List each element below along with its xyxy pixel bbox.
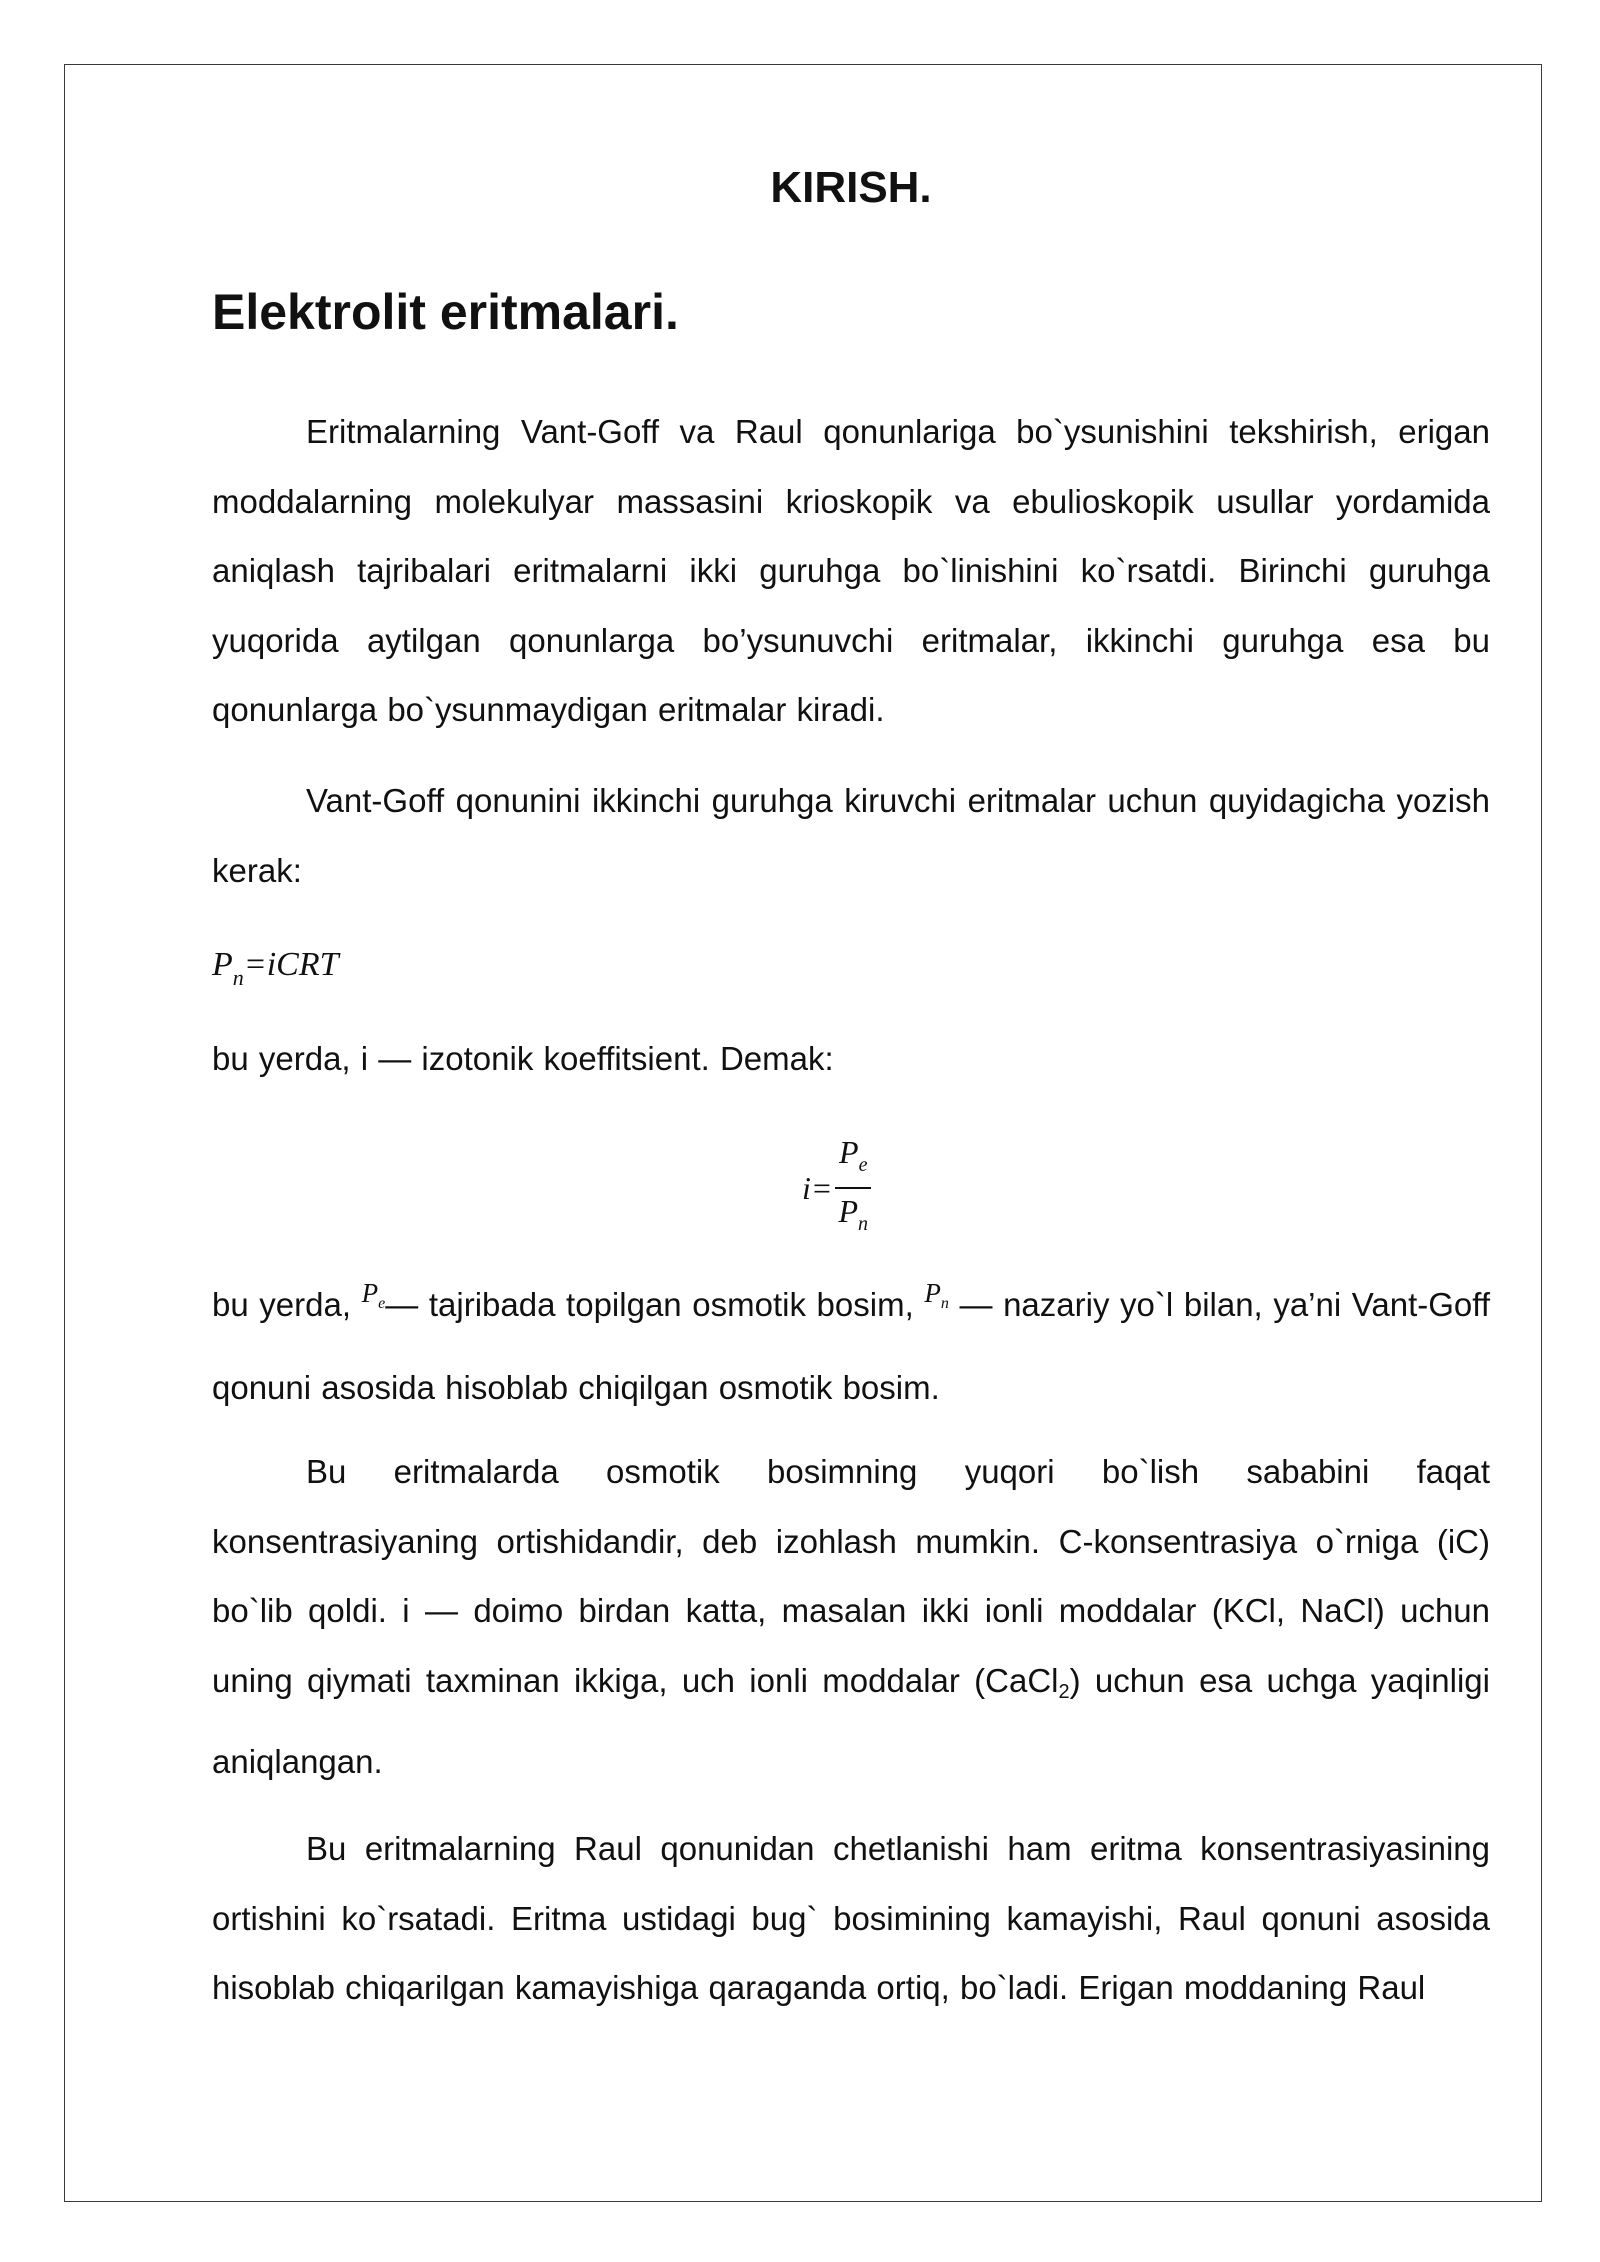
paragraph-4: bu yerda, $^{P_e}$— tajribada topilgan osmotik bosim, $^{P_n}$ — nazariy yo`l bilan, ya’ni Vant-Goff qonuni asosida hisoblab chiqilgan osmotik bosim.: [212, 1278, 1490, 1406]
section-heading: Elektrolit eritmalari.: [212, 284, 679, 340]
paragraph-2: Vant-Goff qonunini ikkinchi guruhga kiruvchi eritmalar uchun quyidagicha yozish kerak:: [212, 782, 1490, 889]
paragraph-5: Bu eritmalarda osmotik bosimning yuqori bo`lish sababini faqat konsentrasiyaning ortishidandir, deb izohlash mumkin. C-konsentrasiya o`rniga (iC) bo`lib qoldi. i — doimo birdan katta, masalan ikki ionli moddalar (KCl, NaCl) uchun uning qiymati taxminan ikkiga, uch ionli moddalar (CaCl$_2$) uchun esa uchga yaqinligi aniqlangan.: [212, 1453, 1490, 1780]
formula-lhs: P: [212, 946, 233, 983]
formula-lhs-subscript: n: [232, 965, 244, 990]
formula-osmotic-pressure: [212, 940, 339, 1003]
formula-rhs: =iCRT: [243, 946, 339, 983]
page-title: KIRISH.: [770, 163, 932, 212]
fraction-numerator: $P_e$: [835, 1132, 871, 1189]
chem-subscript: 2: [1058, 1680, 1070, 1703]
paragraph-6: Bu eritmalarning Raul qonunidan chetlanishi ham eritma konsentrasiyasining ortishini ko`rsatadi. Eritma ustidagi bug` bosimining kamayishi, Raul qonuni asosida hisoblab chiqarilgan kamayishiga qaraganda ortiq, bo`ladi. Erigan moddaning Raul: [212, 1830, 1490, 2006]
paragraph-1: Eritmalarning Vant-Goff va Raul qonunlariga bo`ysunishini tekshirish, erigan moddalarning molekulyar massasini krioskopik va ebulioskopik usullar yordamida aniqlash tajribalari eritmalarni ikki guruhga bo`linishini ko`rsatdi. Birinchi guruhga yuqorida aytilgan qonunlarga bo’ysunuvchi eritmalar, ikkinchi guruhga esa bu qonunlarga bo`ysunmaydigan eritmalar kiradi.: [212, 413, 1490, 728]
paragraph-3: bu yerda, i — izotonik koeffitsient. Demak:: [212, 1040, 834, 1077]
formula-isotonic-coefficient: [802, 1132, 872, 1244]
symbol-pn: Pn: [924, 1278, 949, 1312]
fraction-denominator: $P_n$: [838, 1193, 869, 1235]
formula2-lhs: i=: [802, 1169, 833, 1206]
fraction: [834, 1132, 872, 1244]
symbol-pe: Pe: [361, 1278, 386, 1312]
